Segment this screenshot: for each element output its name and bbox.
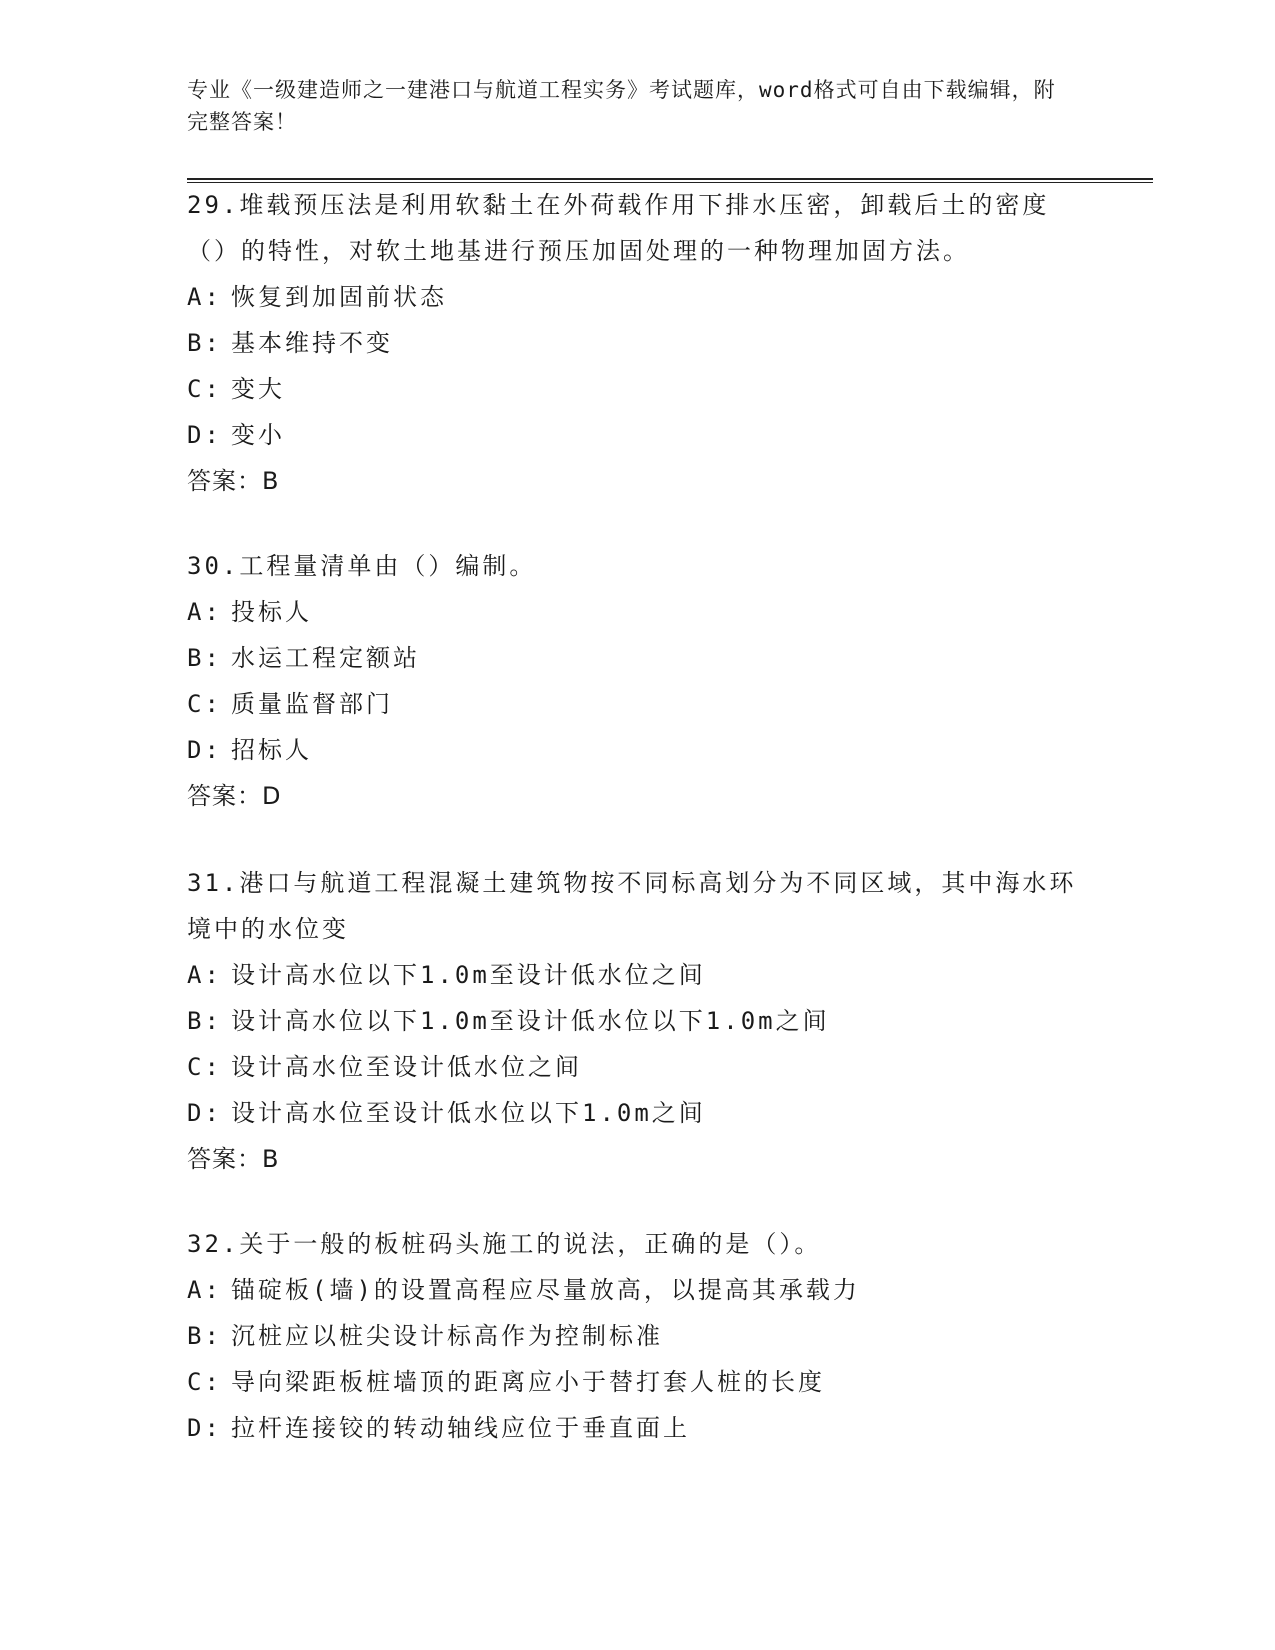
- question-30: [187, 543, 1087, 819]
- option-text: 基本维持不变: [231, 329, 393, 357]
- option-text: 设计高水位至设计低水位以下1.0m之间: [231, 1099, 706, 1127]
- question-29: [187, 182, 1087, 504]
- option-text: 变小: [231, 421, 285, 449]
- option-a: [187, 1267, 1087, 1313]
- option-letter: C:: [187, 1053, 222, 1081]
- option-text: 设计高水位以下1.0m至设计低水位之间: [231, 961, 706, 989]
- option-b: [187, 320, 1087, 366]
- option-text: 导向梁距板桩墙顶的距离应小于替打套人桩的长度: [231, 1368, 825, 1396]
- option-d: [187, 727, 1087, 773]
- option-text: 质量监督部门: [231, 690, 393, 718]
- question-stem: 29.堆载预压法是利用软黏土在外荷载作用下排水压密，卸载后土的密度（）的特性，对软土地基进行预压加固处理的一种物理加固方法。: [187, 191, 1050, 265]
- option-letter: C:: [187, 375, 222, 403]
- option-d: [187, 412, 1087, 458]
- option-letter: A:: [187, 961, 222, 989]
- question-31: [187, 860, 1087, 1182]
- option-letter: A:: [187, 598, 222, 626]
- option-text: 拉杆连接铰的转动轴线应位于垂直面上: [231, 1414, 690, 1442]
- option-text: 沉桩应以桩尖设计标高作为控制标准: [231, 1322, 663, 1350]
- option-c: [187, 366, 1087, 412]
- question-stem: 31.港口与航道工程混凝土建筑物按不同标高划分为不同区域，其中海水环境中的水位变: [187, 869, 1077, 943]
- option-letter: B:: [187, 329, 222, 357]
- option-letter: B:: [187, 644, 222, 672]
- question-stem: 32.关于一般的板桩码头施工的说法，正确的是（）。: [187, 1230, 822, 1258]
- option-b: [187, 998, 1087, 1044]
- option-text: 招标人: [231, 736, 312, 764]
- question-stem: 30.工程量清单由（）编制。: [187, 552, 537, 580]
- option-letter: C:: [187, 690, 222, 718]
- option-a: [187, 952, 1087, 998]
- option-b: [187, 635, 1087, 681]
- option-text: 投标人: [231, 598, 312, 626]
- answer-line: 答案：B: [187, 1145, 280, 1173]
- option-a: [187, 589, 1087, 635]
- question-32: [187, 1221, 1087, 1451]
- document-header: 专业《一级建造师之一建港口与航道工程实务》考试题库，word格式可自由下载编辑，附完整答案！: [187, 78, 1056, 134]
- answer-line: 答案：D: [187, 782, 282, 810]
- option-letter: B:: [187, 1007, 222, 1035]
- option-letter: D:: [187, 1099, 222, 1127]
- option-letter: D:: [187, 736, 222, 764]
- option-text: 设计高水位至设计低水位之间: [231, 1053, 582, 1081]
- option-d: [187, 1090, 1087, 1136]
- option-a: [187, 274, 1087, 320]
- option-text: 变大: [231, 375, 285, 403]
- option-b: [187, 1313, 1087, 1359]
- option-letter: A:: [187, 283, 222, 311]
- option-c: [187, 1359, 1087, 1405]
- option-c: [187, 681, 1087, 727]
- option-c: [187, 1044, 1087, 1090]
- option-letter: D:: [187, 1414, 222, 1442]
- option-text: 恢复到加固前状态: [231, 283, 447, 311]
- option-d: [187, 1405, 1087, 1451]
- option-letter: B:: [187, 1322, 222, 1350]
- option-text: 锚碇板(墙)的设置高程应尽量放高，以提高其承载力: [231, 1276, 860, 1304]
- option-text: 设计高水位以下1.0m至设计低水位以下1.0m之间: [231, 1007, 830, 1035]
- option-letter: A:: [187, 1276, 222, 1304]
- answer-line: 答案：B: [187, 467, 280, 495]
- option-letter: C:: [187, 1368, 222, 1396]
- option-text: 水运工程定额站: [231, 644, 420, 672]
- option-letter: D:: [187, 421, 222, 449]
